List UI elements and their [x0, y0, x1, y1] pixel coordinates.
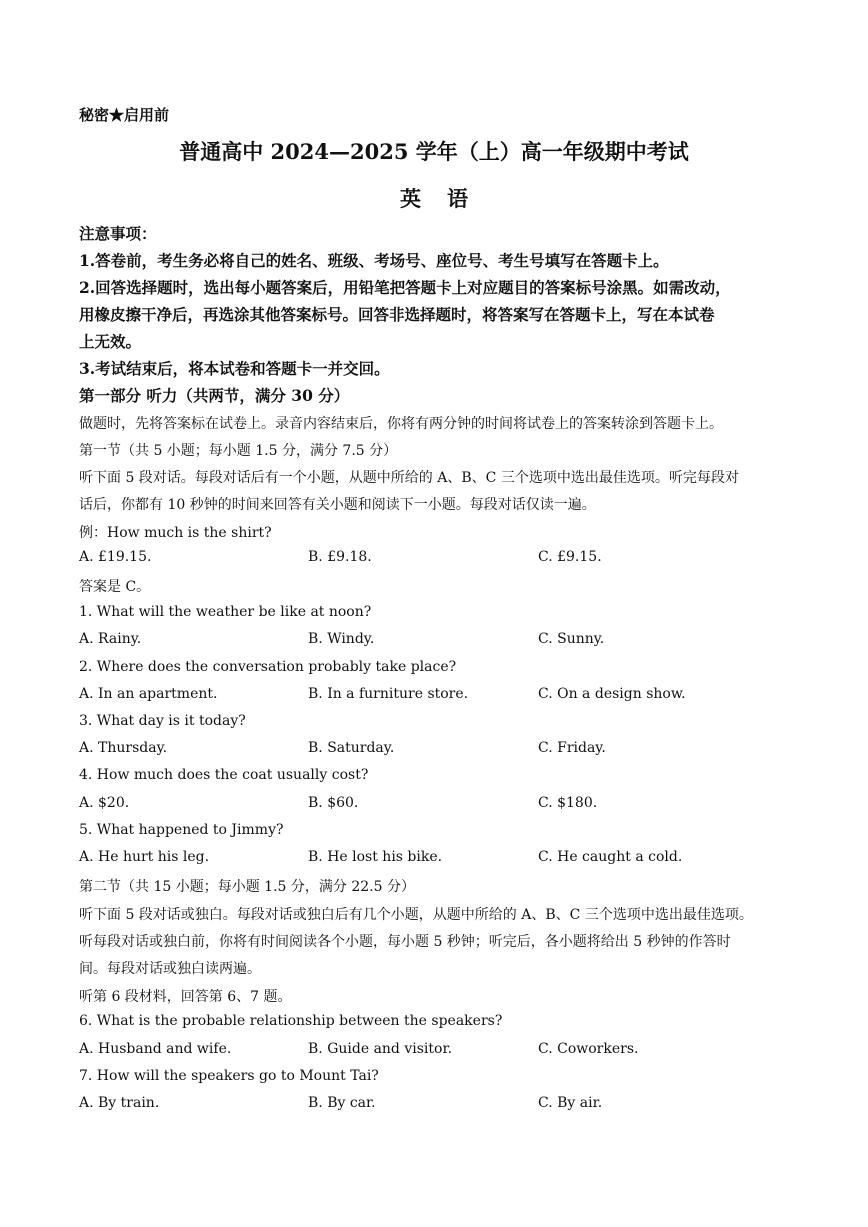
question-4-option-c: C. $180. — [538, 795, 598, 811]
exam-title: 普通高中 2024—2025 学年（上）高一年级期中考试 — [179, 139, 689, 164]
example-option-b: B. £9.18. — [308, 549, 372, 565]
example-question: 例：How much is the shirt? — [79, 525, 272, 541]
question-5-option-c: C. He caught a cold. — [538, 849, 683, 865]
section1-heading: 第一节（共 5 小题；每小题 1.5 分，满分 7.5 分） — [79, 443, 398, 459]
question-2-option-c: C. On a design show. — [538, 686, 686, 702]
question-6-option-c: C. Coworkers. — [538, 1041, 639, 1057]
part1-intro: 做题时，先将答案标在试卷上。录音内容结束后，你将有两分钟的时间将试卷上的答案转涂到答题卡上。 — [79, 416, 723, 432]
section2-instructions-line-3: 间。每段对话或独白读两遍。 — [79, 961, 261, 977]
notes-heading: 注意事项： — [79, 224, 157, 243]
section2-instructions-line-2: 听每段对话或独白前，你将有时间阅读各个小题，每小题 5 秒钟；听完后，各小题将给出 5 秒钟的作答时 — [79, 934, 731, 950]
question-3: 3. What day is it today? — [79, 713, 246, 729]
question-1-option-b: B. Windy. — [308, 631, 375, 647]
note-item-2-line-3: 上无效。 — [79, 332, 142, 351]
question-7: 7. How will the speakers go to Mount Tai? — [79, 1068, 379, 1084]
example-answer: 答案是 C。 — [79, 579, 151, 595]
question-7-option-a: A. By train. — [79, 1095, 160, 1111]
question-3-option-a: A. Thursday. — [79, 740, 168, 756]
note-item-1: 1.答卷前，考生务必将自己的姓名、班级、考场号、座位号、考生号填写在答题卡上。 — [79, 251, 669, 270]
question-2: 2. Where does the conversation probably take place? — [79, 659, 457, 675]
confidential-label: 秘密★启用前 — [79, 106, 170, 124]
note-item-3: 3.考试结束后，将本试卷和答题卡一并交回。 — [79, 359, 390, 378]
section2-instructions-line-1: 听下面 5 段对话或独白。每段对话或独白后有几个小题，从题中所给的 A、B、C 三个选项中选出最佳选项。 — [79, 907, 753, 923]
note-item-2-line-2: 用橡皮擦干净后，再选涂其他答案标号。回答非选择题时，将答案写在答题卡上，写在本试卷 — [79, 305, 715, 324]
question-1-option-a: A. Rainy. — [79, 631, 142, 647]
question-7-option-c: C. By air. — [538, 1095, 603, 1111]
question-1-option-c: C. Sunny. — [538, 631, 605, 647]
question-5: 5. What happened to Jimmy? — [79, 822, 284, 838]
section1-instructions-line-1: 听下面 5 段对话。每段对话后有一个小题，从题中所给的 A、B、C 三个选项中选出最佳选项。听完每段对 — [79, 470, 739, 486]
question-1: 1. What will the weather be like at noon? — [79, 604, 372, 620]
subject-title: 英语 — [400, 186, 494, 211]
part1-heading: 第一部分 听力（共两节，满分 30 分） — [79, 386, 350, 405]
question-2-option-a: A. In an apartment. — [79, 686, 218, 702]
question-5-option-b: B. He lost his bike. — [308, 849, 443, 865]
question-3-option-b: B. Saturday. — [308, 740, 395, 756]
question-5-option-a: A. He hurt his leg. — [79, 849, 210, 865]
example-option-a: A. £19.15. — [79, 549, 152, 565]
question-2-option-b: B. In a furniture store. — [308, 686, 469, 702]
example-option-c: C. £9.15. — [538, 549, 602, 565]
note-item-2-line-1: 2.回答选择题时，选出每小题答案后，用铅笔把答题卡上对应题目的答案标号涂黑。如需改动， — [79, 278, 731, 297]
question-6: 6. What is the probable relationship between the speakers? — [79, 1013, 503, 1029]
question-4: 4. How much does the coat usually cost? — [79, 767, 369, 783]
material-6-label: 听第 6 段材料，回答第 6、7 题。 — [79, 989, 292, 1005]
question-4-option-a: A. $20. — [79, 795, 130, 811]
section2-heading: 第二节（共 15 小题；每小题 1.5 分，满分 22.5 分） — [79, 879, 415, 895]
section1-instructions-line-2: 话后，你都有 10 秒钟的时间来回答有关小题和阅读下一小题。每段对话仅读一遍。 — [79, 497, 596, 513]
question-7-option-b: B. By car. — [308, 1095, 376, 1111]
question-6-option-b: B. Guide and visitor. — [308, 1041, 453, 1057]
question-4-option-b: B. $60. — [308, 795, 359, 811]
question-3-option-c: C. Friday. — [538, 740, 606, 756]
question-6-option-a: A. Husband and wife. — [79, 1041, 232, 1057]
